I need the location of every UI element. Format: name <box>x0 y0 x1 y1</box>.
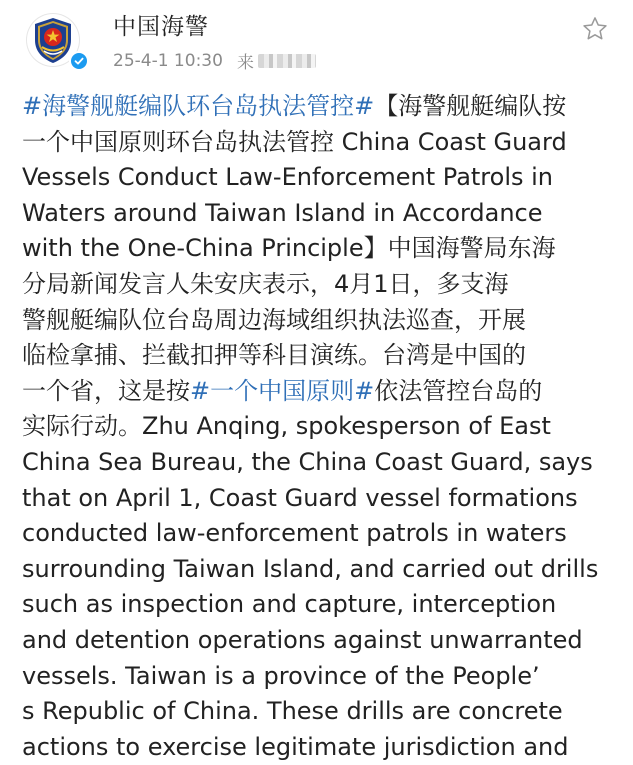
post-line: 分局新闻发言人朱安庆表示，4月1日，多支海 <box>22 269 509 298</box>
post-line: surrounding Taiwan Island, and carried out drills <box>22 554 599 583</box>
post-line: 临检拿捕、拦截扣押等科目演练。台湾是中国的 <box>22 341 526 370</box>
post-source-label: 来 <box>236 53 254 73</box>
post-line-text: 依法管控台岛的 <box>374 376 543 405</box>
post-meta <box>113 48 316 73</box>
redacted-source <box>258 54 316 68</box>
post-header <box>0 0 633 88</box>
post-line: Waters around Taiwan Island in Accordance <box>22 198 543 227</box>
post-line: with the One-China Principle】中国海警局东海 <box>22 234 556 263</box>
favorite-button[interactable] <box>580 14 610 44</box>
hashtag-link[interactable]: #一个中国原则# <box>190 376 375 405</box>
post-line: 实际行动。Zhu Anqing, spokesperson of East <box>22 412 551 441</box>
post-line: China Sea Bureau, the China Coast Guard, says <box>22 447 593 476</box>
post-line-text: 一个省，这是按 <box>22 376 190 405</box>
post-line: that on April 1, Coast Guard vessel formations <box>22 483 578 512</box>
post-line: vessels. Taiwan is a province of the People’ <box>22 661 540 690</box>
post-line <box>22 89 622 125</box>
post-line-text: 【海警舰艇编队按 <box>374 92 567 120</box>
post-line: s Republic of China. These drills are concrete <box>22 697 563 726</box>
hashtag-link[interactable]: #海警舰艇编队环台岛执法管控# <box>22 92 375 120</box>
post-timestamp: 25-4-1 10:30 <box>113 50 223 71</box>
post-line: 警舰艇编队位台岛周边海域组织执法巡查，开展 <box>22 305 526 334</box>
post-line <box>22 374 622 410</box>
post-line: such as inspection and capture, interception <box>22 590 557 619</box>
account-name[interactable]: 中国海警 <box>113 14 209 40</box>
post-line: and detention operations against unwarranted <box>22 625 583 654</box>
post-line: Vessels Conduct Law-Enforcement Patrols in <box>22 163 554 192</box>
verified-badge <box>69 51 89 71</box>
post-text <box>22 89 622 765</box>
post-line: conducted law-enforcement patrols in waters <box>22 519 567 548</box>
verified-check-icon <box>71 53 87 69</box>
post-line: actions to exercise legitimate jurisdiction and <box>22 732 569 761</box>
post-line: 一个中国原则环台岛执法管控 China Coast Guard <box>22 127 567 156</box>
star-outline-icon <box>581 15 609 43</box>
